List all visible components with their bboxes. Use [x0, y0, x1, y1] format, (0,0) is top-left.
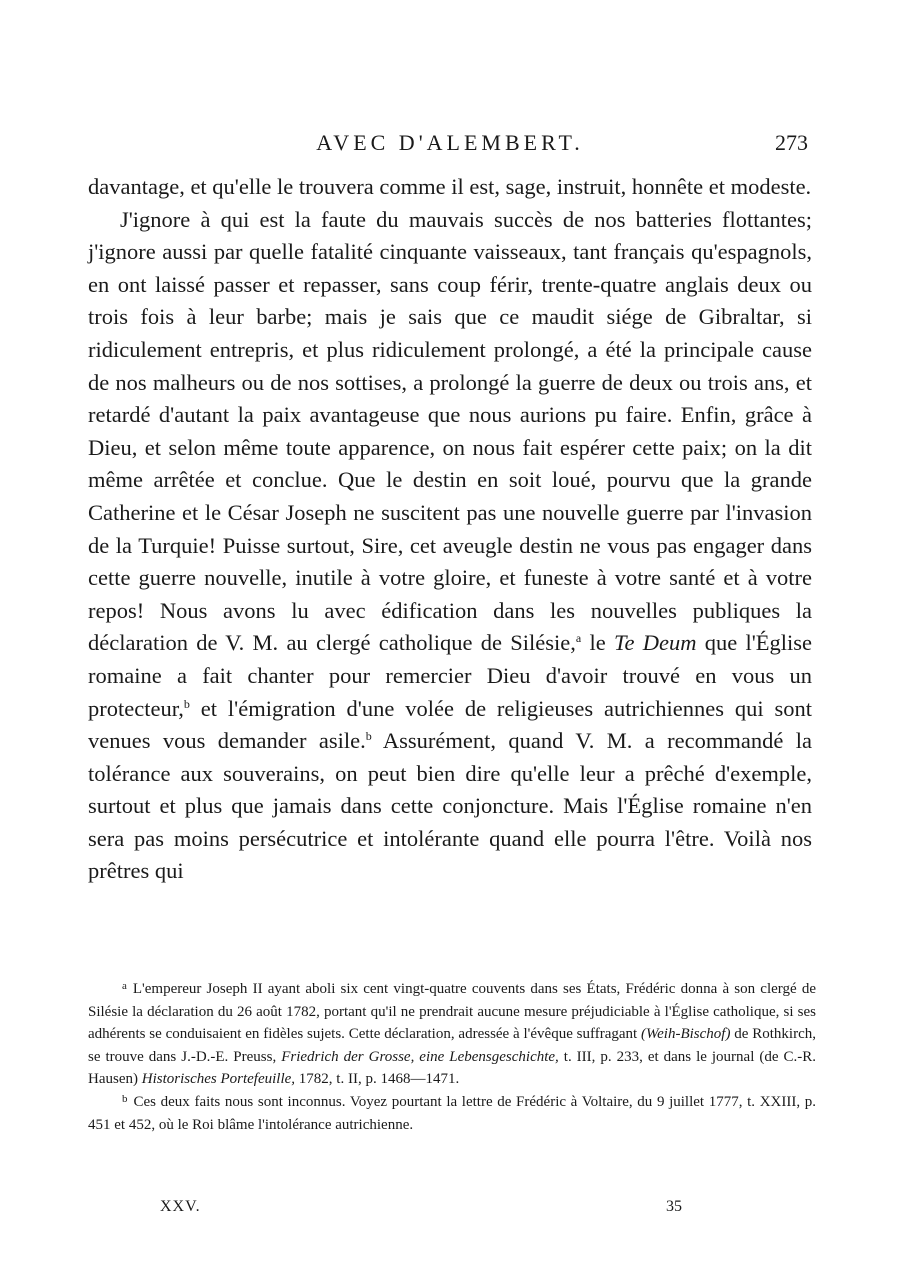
paragraph-text: le [581, 630, 614, 656]
page-number: 273 [775, 130, 808, 155]
volume-signature: XXV. [160, 1198, 201, 1215]
paragraph-text: J'ignore à qui est la faute du mauvais succès de nos batteries flottantes; j'ignore aussi par quelle fatalité cinquante vaisseaux, tant français qu'espagnols, en ont laissé passer et repasser, sans coup férir, trente-quatre anglais deux ou trois fois à leur barbe; mais je sais que ce maudit siége de Gibraltar, si ridiculement entrepris, et plus ridiculement prolongé, a été la principale cause de nos malheurs ou de nos sottises, a prolongé la guerre de deux ou trois ans, et retardé d'autant la paix avantageuse que nous aurions pu faire. Enfin, grâce à Dieu, et selon même toute apparence, on nous fait espérer cette paix; on la dit même arrêtée et conclue. Que le destin en soit loué, pourvu que la grande Catherine et le César Joseph ne suscitent pas une nouvelle guerre par l'invasion de la Turquie! Puisse surtout, Sire, cet aveugle destin ne vous pas engager dans cette guerre nouvelle, inutile à votre gloire, et funeste à votre santé et à votre repos! Nous avons lu avec édification dans les nouvelles publiques la déclaration de V. M. au clergé catholique de Silésie, [88, 206, 812, 656]
footnote-text: t. III, p. 233, et dans le journal (de C.-R. Hausen) [88, 1048, 816, 1088]
footnotes [88, 978, 816, 1136]
te-deum-italic: Te Deum [614, 630, 697, 656]
running-head [88, 130, 812, 164]
footnote-text: L'empereur Joseph II ayant aboli six cent vingt-quatre couvents dans ses États, Frédéric donna à son clergé de Silésie la déclaration du 26 août 1782, portant qu'il ne prendrait aucune mesure préjudiciable à l'Église catholique, si ses adhérents se conduisaient en fidèles sujets. Cette déclaration, adressée à l'évêque suffragant [88, 981, 816, 1043]
footnote-marker-b: b [122, 1092, 128, 1105]
footnote-ref-b: b [183, 696, 190, 711]
footnote-italic: (Weih-Bischof) [641, 1026, 731, 1043]
paragraph-main [88, 204, 812, 888]
paragraph-continuation: davantage, et qu'elle le trouvera comme il est, sage, instruit, honnête et modeste. [88, 174, 812, 199]
footnote-text: Ces deux faits nous sont inconnus. Voyez pourtant la lettre de Frédéric à Voltaire, du 9 juillet 1777, t. XXIII, p. 451 et 452, où le Roi blâme l'intolérance autrichienne. [88, 1093, 816, 1133]
footnote-a [88, 978, 816, 1091]
footnote-ref-a: a [575, 631, 582, 646]
footnote-b [88, 1091, 816, 1136]
footnote-italic: Friedrich der Grosse, eine Lebensgeschichte, [281, 1048, 559, 1065]
paragraph-text: Assurément, quand V. M. a recommandé la tolérance aux souverains, on peut bien dire qu'elle leur a prêché d'exemple, surtout et plus que jamais dans cette conjoncture. Mais l'Église romaine n'en sera pas moins persécutrice et intolérante quand elle pourra l'être. Voilà nos prêtres qui [88, 728, 813, 884]
running-title: AVEC D'ALEMBERT. [316, 130, 584, 155]
footnote-italic: Historisches Portefeuille, [141, 1071, 296, 1088]
footnote-text: de Rothkirch, se trouve dans J.-D.-E. Preuss, [88, 1026, 816, 1065]
footnote-marker-a: a [122, 980, 127, 992]
paragraph-text: et l'émigration d'une volée de religieuses autrichiennes qui sont venues vous demander asile. [88, 695, 812, 754]
paragraph-text: que l'Église romaine a fait chanter pour remercier Dieu d'avoir trouvé en vous un protecteur, [88, 630, 813, 721]
footnote-ref-b: b [365, 729, 372, 744]
footnote-text: 1782, t. II, p. 1468—1471. [295, 1071, 460, 1088]
body-text [88, 171, 812, 888]
sheet-signature: 35 [666, 1198, 682, 1215]
signature-line [160, 1198, 720, 1222]
